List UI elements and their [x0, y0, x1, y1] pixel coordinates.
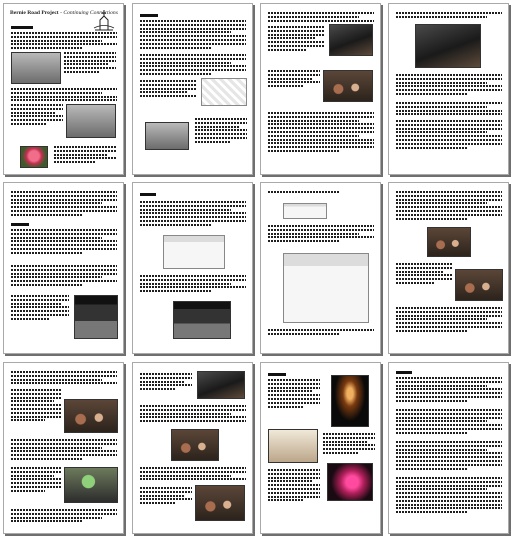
photo-concert-hall: [64, 399, 118, 433]
photo-website-dark: [74, 295, 118, 339]
text-block: [140, 20, 246, 50]
photo-light-installation: [268, 429, 318, 463]
section-heading: [396, 371, 412, 374]
text-block: [140, 405, 246, 424]
page-7-thumbnail[interactable]: [260, 182, 381, 354]
page-2-thumbnail[interactable]: [132, 3, 253, 175]
text-block: [140, 54, 246, 77]
text-block: [11, 104, 63, 127]
text-block: [140, 467, 246, 482]
page-3-thumbnail[interactable]: [260, 3, 381, 175]
photo-letter-document: [283, 253, 369, 323]
text-block: [396, 307, 502, 334]
page-10-thumbnail[interactable]: [132, 362, 253, 534]
text-block: [11, 88, 117, 103]
photo-glowing-orb: [327, 463, 373, 501]
document-title: Bernie Road Project - Continuing Connections: [10, 10, 118, 16]
text-block: [396, 120, 502, 150]
section-heading: [268, 373, 286, 376]
text-block: [268, 469, 320, 503]
text-block: [396, 409, 502, 436]
photo-building-dusk: [329, 24, 373, 56]
text-block: [140, 80, 196, 99]
photo-sketch: [201, 78, 247, 106]
text-block: [11, 509, 117, 524]
photo-rose: [20, 146, 48, 168]
page-5-thumbnail[interactable]: [3, 182, 124, 354]
text-block: [11, 191, 117, 218]
section-heading: [140, 14, 158, 17]
text-block: [195, 118, 247, 145]
text-block: [396, 377, 502, 404]
photo-event-group: [427, 227, 471, 257]
page-8-thumbnail[interactable]: [388, 182, 509, 354]
text-block: [396, 191, 502, 221]
text-block: [64, 52, 116, 75]
text-block: [268, 379, 320, 409]
page-11-thumbnail[interactable]: [260, 362, 381, 534]
text-block: [140, 487, 192, 506]
photo-event-crowd: [323, 70, 373, 102]
church-logo-icon: [92, 8, 116, 32]
photo-audience: [195, 485, 245, 521]
photo-email-header: [283, 203, 327, 219]
photo-event-presentation: [455, 269, 503, 301]
text-block: [268, 329, 374, 337]
text-block: [140, 201, 246, 228]
page-12-thumbnail[interactable]: [388, 362, 509, 534]
text-block: [11, 467, 61, 494]
photo-performers: [64, 467, 118, 503]
section-heading: [140, 193, 156, 196]
text-block: [268, 112, 374, 154]
text-block: [396, 74, 502, 97]
text-block: [396, 12, 502, 20]
text-block: [268, 70, 320, 89]
photo-projection: [197, 371, 245, 399]
photo-street: [145, 122, 189, 150]
page-6-thumbnail[interactable]: [132, 182, 253, 354]
text-block: [268, 225, 374, 244]
text-block: [11, 439, 117, 462]
text-block: [268, 12, 374, 23]
page-1-thumbnail[interactable]: [3, 3, 124, 175]
text-block: [11, 389, 61, 423]
text-block: [54, 146, 116, 165]
photo-building: [66, 104, 116, 138]
text-block: [268, 26, 324, 53]
text-block: [11, 32, 117, 51]
text-block: [11, 295, 69, 322]
photo-website-dark: [173, 301, 231, 339]
text-block: [396, 441, 502, 471]
photo-dining-crowd: [171, 429, 219, 461]
text-block: [396, 102, 502, 117]
photo-website-screenshot: [163, 235, 225, 269]
text-block: [396, 477, 502, 515]
text-block: [268, 191, 374, 195]
text-block: [11, 229, 117, 256]
page-9-thumbnail[interactable]: [3, 362, 124, 534]
text-block: [323, 433, 375, 456]
text-block: [11, 265, 117, 288]
page-4-thumbnail[interactable]: [388, 3, 509, 175]
photo-presentation: [415, 24, 481, 68]
text-block: [140, 373, 192, 392]
text-block: [140, 275, 246, 294]
section-heading: [11, 26, 33, 29]
photo-aerial: [11, 52, 61, 84]
section-heading: [11, 223, 29, 226]
text-block: [11, 371, 117, 386]
text-block: [396, 263, 452, 286]
photo-illuminated-tower: [331, 375, 369, 427]
